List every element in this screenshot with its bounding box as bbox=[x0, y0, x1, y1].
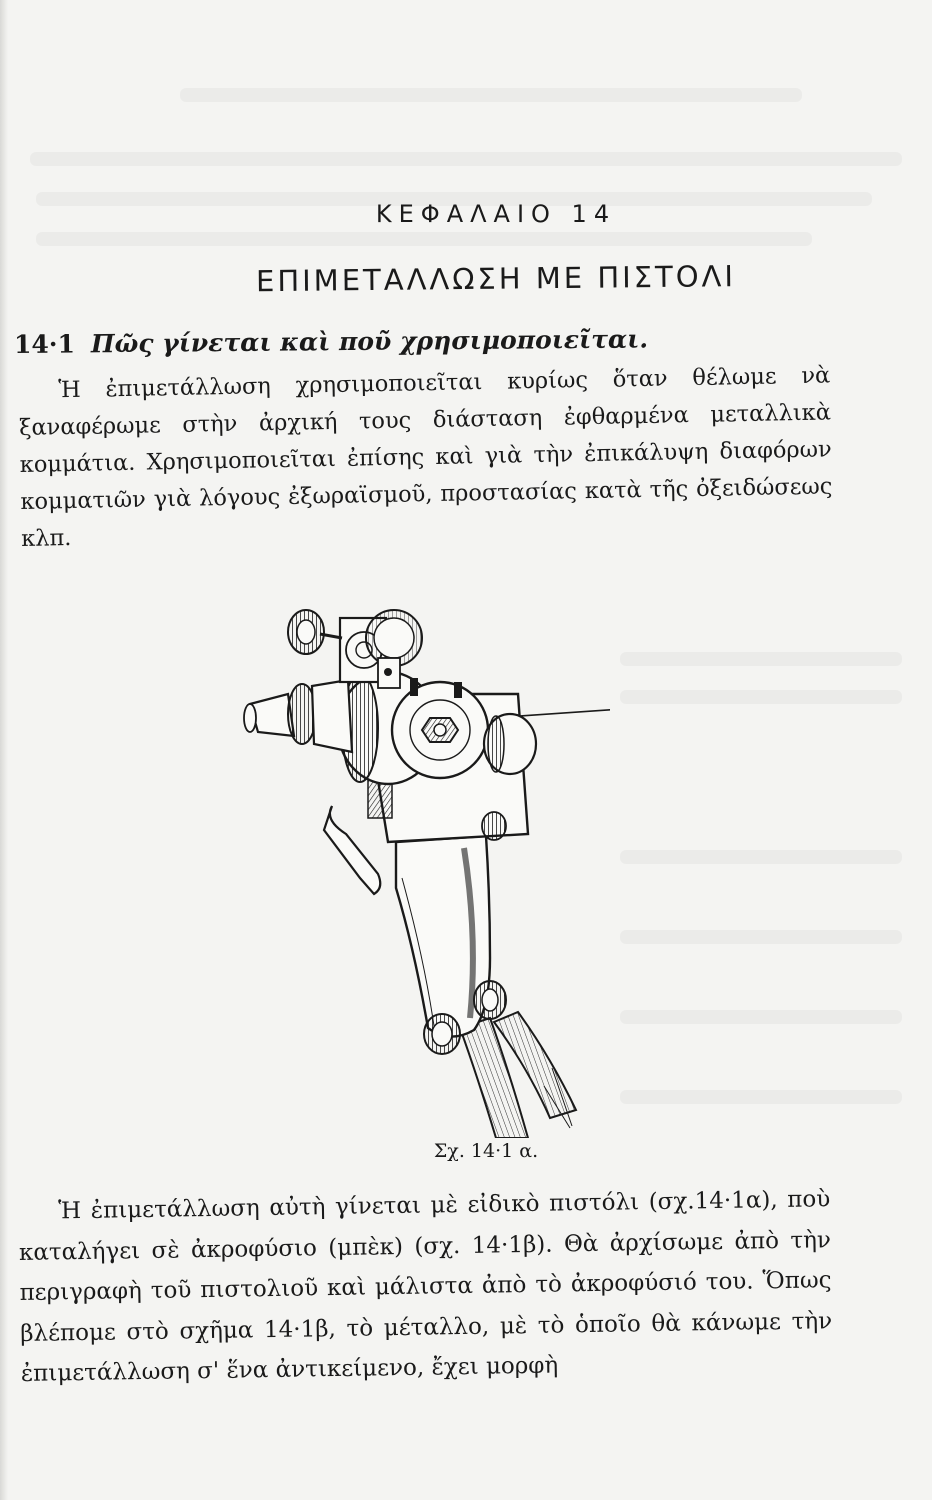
paragraph-text: Ἡ ἐπιμετάλλωση χρησιμοποιεῖται κυρίως ὅταν θέλωμε νὰ ξαναφέρωμε στὴν ἀρχική τους διάσταση ἐφθαρμένα μεταλλικὰ κομμάτια. Χρησιμοποιεῖται ἐπίσης καὶ γιὰ τὴν ἐπικάλυψη διαφόρων κομματιῶν γιὰ λόγους ἐξωραϊσμοῦ, προστασίας κατὰ τῆς ὀξειδώσεως κλπ. bbox=[18, 362, 833, 552]
spray-gun-illustration bbox=[228, 598, 610, 1138]
section-title: Πῶς γίνεται καὶ ποῦ χρησιμοποιεῖται. bbox=[90, 324, 649, 359]
bleed-through bbox=[620, 930, 902, 944]
section-heading bbox=[14, 324, 648, 359]
bleed-through bbox=[620, 1090, 902, 1104]
bleed-through bbox=[620, 850, 902, 864]
section-number: 14·1 bbox=[13, 329, 76, 359]
bleed-through bbox=[620, 1010, 902, 1024]
paragraph-text: Ἡ ἐπιμετάλλωση αὐτὴ γίνεται μὲ εἰδικὸ πιστόλι (σχ.14·1α), ποὺ καταλήγει σὲ ἀκροφύσιο (μπὲκ) (σχ. 14·1β). Θὰ ἀρχίσωμε ἀπὸ τὴν περιγραφὴ τοῦ πιστολιοῦ καὶ μάλιστα ἀπὸ τὸ ἀκροφύσιό του. Ὅπως βλέπομε στὸ σχῆμα 14·1β, τὸ μέταλλο, μὲ τὸ ὁποῖο θὰ κάνωμε τὴν ἐπιμετάλλωση σ' ἕνα ἀντικείμενο, ἔχει μορφὴ bbox=[18, 1186, 833, 1387]
chapter-title: ΕΠΙΜΕΤΑΛΛΩΣΗ ΜΕ ΠΙΣΤΟΛΙ bbox=[255, 259, 737, 299]
bleed-through bbox=[30, 152, 902, 166]
bleed-through bbox=[180, 88, 802, 102]
bleed-through bbox=[620, 690, 902, 704]
figure-caption: Σχ. 14·1 α. bbox=[433, 1140, 539, 1162]
spray-gun-figure bbox=[228, 598, 610, 1138]
paragraph-intro bbox=[18, 357, 833, 558]
chapter-label: ΚΕΦΑΛΑΙΟ 14 bbox=[375, 200, 617, 228]
bleed-through bbox=[620, 652, 902, 666]
paragraph-spray-gun bbox=[18, 1179, 833, 1394]
bleed-through bbox=[36, 232, 812, 246]
